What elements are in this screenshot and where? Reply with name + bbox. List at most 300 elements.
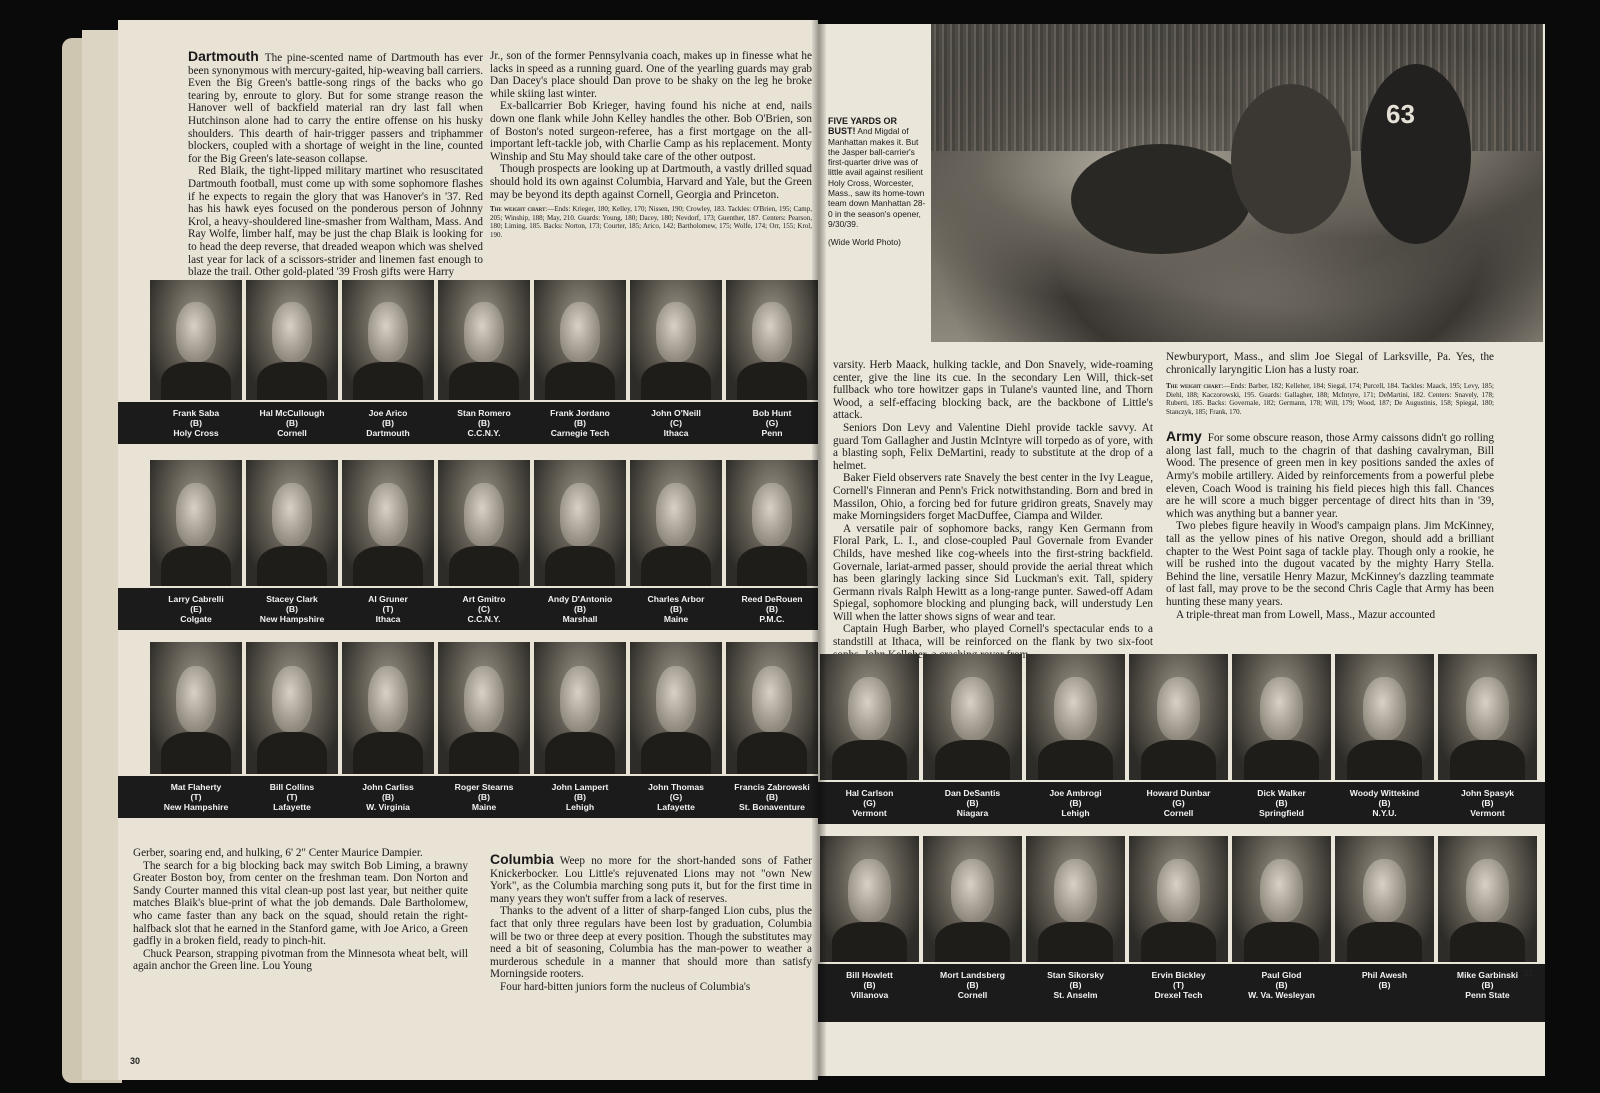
- player-name: Charles Arbor: [647, 594, 705, 604]
- player-photo: [534, 642, 626, 774]
- player-caption: [436, 782, 532, 812]
- page-number-right: 31: [1522, 968, 1533, 978]
- columbia-army-column: [1166, 351, 1494, 621]
- player-jersey: [737, 546, 807, 586]
- army-heading: Army: [1166, 428, 1202, 445]
- player-photo: [1232, 654, 1331, 780]
- player-school: Cornell: [957, 990, 988, 1000]
- player-card: [1230, 836, 1333, 1022]
- player-head: [560, 302, 600, 362]
- player-row-4: [818, 836, 1539, 1022]
- player-jersey: [161, 732, 231, 774]
- dartmouth-continued-column: [133, 847, 468, 973]
- player-caption: [532, 782, 628, 812]
- player-caption: [244, 782, 340, 812]
- player-row-3-right: [818, 654, 1539, 824]
- player-photo: [630, 642, 722, 774]
- player-card: [921, 836, 1024, 1022]
- player-name: Bob Hunt: [752, 408, 792, 418]
- dartmouth-column-1: [188, 50, 483, 279]
- player-school: Drexel Tech: [1154, 990, 1203, 1000]
- player-card: [1024, 654, 1127, 824]
- player-caption: [244, 594, 340, 624]
- player-name: Howard Dunbar: [1146, 788, 1211, 798]
- player-card: [532, 642, 628, 818]
- player-caption: [148, 408, 244, 438]
- player-caption: [628, 594, 724, 624]
- player-pos: (B): [1481, 798, 1494, 808]
- player-jersey: [545, 732, 615, 774]
- player-head: [951, 677, 995, 740]
- player-jersey: [353, 362, 423, 400]
- player-jersey: [641, 362, 711, 400]
- player-photo: [1129, 836, 1228, 962]
- player-pos: (B): [766, 604, 778, 614]
- player-name: Stacey Clark: [266, 594, 318, 604]
- player-name: Stan Romero: [457, 408, 511, 418]
- columbia-para-3: Four hard-bitten juniors form the nucleus of Columbia's: [500, 980, 751, 993]
- player-card: [1333, 654, 1436, 824]
- weight-chart-text: :—Ends: Barber, 182; Kelleher, 184; Siegal, 174; Purcell, 184. Tackles: Maack, 195; Levy, 185; Diehl, 188; Kaczorowski, 195. Guards: Gallagher, 188; McIntyre, 171; DeMartini, 182. Centers: Snavely, 178; Ruberti, 185. Backs: Governale, 182; Germann, 178; Will, 179; Wood, 187; De Augustinis, 158; Spiegal, 180; Stanczyk, 185; Frank, 170.: [1166, 382, 1495, 416]
- player-name: John O'Neill: [651, 408, 701, 418]
- player-school: Maine: [663, 614, 689, 624]
- player-photo: [1335, 654, 1434, 780]
- player-name: Bill Collins: [269, 782, 315, 792]
- player-photo: [438, 460, 530, 586]
- player-school: Maine: [471, 802, 497, 812]
- player-caption: [340, 782, 436, 812]
- player-head: [1260, 677, 1304, 740]
- player-caption: [1024, 970, 1127, 1000]
- player-pos: (C): [478, 604, 490, 614]
- player-card: [628, 460, 724, 630]
- page-stack-edge-inner: [82, 30, 122, 1080]
- player-caption: [1127, 970, 1230, 1000]
- player-jersey: [832, 740, 907, 780]
- player-pos: (B): [966, 798, 979, 808]
- player-caption: [244, 408, 340, 438]
- player-pos: (B): [1275, 980, 1288, 990]
- player-pos: (B): [1378, 798, 1391, 808]
- player-photo: [246, 642, 338, 774]
- player-head: [1157, 677, 1201, 740]
- player-name: Phil Awesh: [1361, 970, 1408, 980]
- player-name: Woody Wittekind: [1349, 788, 1420, 798]
- player-photo: [1026, 836, 1125, 962]
- player-name: Dick Walker: [1257, 788, 1306, 798]
- dartmouth-para-1: The pine-scented name of Dartmouth has ever been synonymous with mercury-gaited, hip-weaving ball carriers. Even the Big Green's battle-song rings of the backs who go tearing by, enroute to glory. But for some strange reason the Hanover well of backfield material ran dry last fall when Hutchinson alone had to carry the entire offense on his husky shoulders. This dearth of hair-trigger passers and triphammer blockers, coupled with a shortage of weight in the line, counted for the Big Green's late-season collapse.: [188, 52, 483, 165]
- player-caption: [628, 408, 724, 438]
- player-pos: (B): [190, 418, 202, 428]
- player-caption: [1436, 788, 1539, 818]
- player-card: [532, 460, 628, 630]
- player-school: Vermont: [1470, 808, 1505, 818]
- player-pos: (B): [286, 604, 298, 614]
- player-head: [1363, 677, 1407, 740]
- bottom-para-1: Gerber, soaring end, and hulking, 6' 2" Center Maurice Dampier.: [133, 847, 423, 859]
- player-head: [560, 483, 600, 546]
- player-pos: (B): [574, 792, 586, 802]
- player-jersey: [545, 546, 615, 586]
- player-jersey: [641, 732, 711, 774]
- player-name: Dan DeSantis: [944, 788, 1001, 798]
- player-school: Dartmouth: [366, 428, 410, 438]
- player-school: Vermont: [852, 808, 887, 818]
- col2-para-1: Newburyport, Mass., and slim Joe Siegal of Larksville, Pa. Yes, the chronically laryngitic Lion has a lusty roar.: [1166, 351, 1494, 376]
- col1-para-2: Seniors Don Levy and Valentine Diehl provide tackle savvy. At guard Tom Gallagher and Justin McIntyre will torpedo as of yore, with a blasting soph, Felix DeMartini, ready to substitute at the drop of a helmet.: [833, 421, 1153, 472]
- player-head: [1054, 859, 1098, 922]
- player-pos: (C): [670, 418, 682, 428]
- army-para-1: For some obscure reason, those Army caissons didn't go rolling along last fall, much to the chagrin of that dashing cavalryman, Bill Wood. The presence of green men in key positions sanded the axles of Army's mobile artillery. Aided by reinforcements from a powerful plebe eleven, Coach Wood is training his field pieces high this fall. Chances are he will score a much bigger percentage of direct hits than in '39, which was anything but a banner year.: [1166, 432, 1494, 520]
- player-caption: [724, 782, 818, 812]
- player-pos: (B): [766, 792, 778, 802]
- player-head: [848, 859, 892, 922]
- col1-para-1: varsity. Herb Maack, hulking tackle, and Don Snavely, wide-roaming center, give the line its cue. In the secondary Len Will, thick-set fullback who tore howitzer gaps in Tulane's vaunted line, and Thorn Wood, a self-effacing blocking back, are the backbone of Little's attack.: [833, 359, 1153, 422]
- photo-credit: (Wide World Photo): [828, 237, 901, 248]
- player-school: Marshall: [562, 614, 598, 624]
- player-school: Villanova: [850, 990, 889, 1000]
- player-name: John Spasyk: [1460, 788, 1514, 798]
- bottom-para-2: The search for a big blocking back may switch Bob Liming, a brawny Greater Boston boy, from center on the freshman team. Don Norton and Sandy Courter manned this vital clean-up post last year, but neither quite matches Blaik's blue-print of what the job demands. Dale Bartholomew, who came faster than any back on the squad, should retain the right-halfback slot that he earned in the Stanford game, with Joe Arico, a Green gadfly in a broken field, ready to pinch-hit.: [133, 859, 468, 948]
- defender: [1361, 64, 1471, 244]
- player-head: [848, 677, 892, 740]
- player-caption: [340, 594, 436, 624]
- columbia-column: [490, 853, 812, 994]
- player-row-2: [148, 460, 818, 630]
- player-pos: (G): [765, 418, 779, 428]
- player-jersey: [449, 732, 519, 774]
- player-head: [752, 666, 792, 732]
- player-jersey: [353, 732, 423, 774]
- player-caption: [1333, 788, 1436, 818]
- player-photo: [1129, 654, 1228, 780]
- player-photo: [246, 460, 338, 586]
- player-caption: [436, 408, 532, 438]
- player-photo: [1232, 836, 1331, 962]
- player-school: Colgate: [180, 614, 212, 624]
- player-card: [244, 280, 340, 444]
- player-jersey: [257, 732, 327, 774]
- player-card: [340, 280, 436, 444]
- player-photo: [630, 280, 722, 400]
- player-pos: (G): [863, 798, 876, 808]
- player-school: N.Y.U.: [1372, 808, 1397, 818]
- col1-para-4: A versatile pair of sophomore backs, rangy Ken Germann from Floral Park, L. I., and close-coupled Paul Governale from Evander Childs, have meshed like cog-wheels into the first-string backfield. Governale, lariat-armed passer, should provide the aerial threat which has been glaringly lacking since Sid Luckman's exit. Tall, spidery Germann rivals Ralph Hewitt as a long-range punter. Sawed-off Adam Spiegal, sophomore blocking and plunging back, will understudy Len Will when the latter shows signs of wear and tear.: [833, 522, 1153, 623]
- player-jersey: [1038, 740, 1113, 780]
- player-card: [1127, 836, 1230, 1022]
- columbia-heading: Columbia: [490, 851, 554, 867]
- player-jersey: [737, 362, 807, 400]
- player-school: Lehigh: [565, 802, 595, 812]
- player-school: Penn: [761, 428, 783, 438]
- player-jersey: [1450, 740, 1525, 780]
- player-name: Mort Landsberg: [940, 970, 1005, 980]
- dartmouth-para-4: Ex-ballcarrier Bob Krieger, having found his niche at end, nails down one flank while John Kelley handles the other. Bob O'Brien, son of Boston's noted surgeon-referee, has a first mortgage on the all-important left-tackle job, with Charlie Camp as his replacement. Monty Winship and Stu May should take care of the other outpost.: [490, 100, 812, 163]
- columbia-column-continued: [833, 359, 1153, 661]
- player-head: [272, 483, 312, 546]
- player-jersey: [257, 546, 327, 586]
- player-row-1: [148, 280, 818, 444]
- page-number-left: 30: [130, 1056, 141, 1066]
- player-card: [628, 280, 724, 444]
- player-jersey: [1038, 922, 1113, 962]
- left-page: [118, 20, 818, 1080]
- player-school: Lafayette: [657, 802, 695, 812]
- player-photo: [726, 460, 818, 586]
- player-jersey: [935, 740, 1010, 780]
- player-head: [1466, 859, 1510, 922]
- player-head: [656, 302, 696, 362]
- player-caption: [818, 788, 921, 818]
- player-card: [1024, 836, 1127, 1022]
- dartmouth-para-2: Red Blaik, the tight-lipped military martinet who resuscitated Dartmouth football, must come up with some sophomore flashes if he expects to regain the glory that was Hanover's in '37. Red has his hawk eyes focused on the ponderous person of Johnny Krol, a heavy-shouldered line-smasher from Waltham, Mass. And Ray Wolfe, limber half, may be just the chap Blaik is looking for to head the deep reverse, that dreaded weapon which was shelved last year for lack of a scissors-strider and linemen fast enough to blaze the trail. Other gold-plated '39 Frosh gifts were Harry: [188, 165, 483, 279]
- player-row-3: [148, 642, 818, 818]
- player-photo: [1026, 654, 1125, 780]
- player-card: [628, 642, 724, 818]
- player-pos: (T): [382, 604, 394, 614]
- player-jersey: [161, 362, 231, 400]
- action-photo-caption: [828, 116, 926, 248]
- player-card: [148, 280, 244, 444]
- player-card: [244, 460, 340, 630]
- player-pos: (B): [574, 604, 586, 614]
- player-photo: [150, 280, 242, 400]
- player-name: Frank Saba: [172, 408, 220, 418]
- player-pos: (G): [1172, 798, 1185, 808]
- player-name: Ervin Bickley: [1151, 970, 1206, 980]
- player-school: Carnegie Tech: [550, 428, 610, 438]
- player-card: [1436, 836, 1539, 1022]
- player-photo: [1438, 836, 1537, 962]
- player-pos: (T): [286, 792, 298, 802]
- player-card: [1230, 654, 1333, 824]
- player-school: Holy Cross: [173, 428, 219, 438]
- dartmouth-para-5: Though prospects are looking up at Dartmouth, a vastly drilled squad should hold its own against Columbia, Harvard and Yale, but the Green may be beyond its depth against Cornell, Georgia and Princeton.: [490, 163, 812, 201]
- player-card: [818, 836, 921, 1022]
- player-name: Larry Cabrelli: [168, 594, 224, 604]
- player-head: [464, 483, 504, 546]
- player-head: [1260, 859, 1304, 922]
- player-caption: [148, 594, 244, 624]
- player-pos: (B): [1275, 798, 1288, 808]
- player-caption: [1230, 970, 1333, 1000]
- player-school: Cornell: [277, 428, 307, 438]
- player-photo: [726, 642, 818, 774]
- player-school: Ithaca: [663, 428, 689, 438]
- player-head: [272, 302, 312, 362]
- player-name: Joe Arico: [368, 408, 408, 418]
- player-pos: (T): [1173, 980, 1184, 990]
- player-jersey: [353, 546, 423, 586]
- player-jersey: [1347, 922, 1422, 962]
- football-action-photo: [931, 24, 1543, 342]
- bottom-para-3: Chuck Pearson, strapping pivotman from the Minnesota wheat belt, will again anchor the Green line. Lou Young: [133, 947, 468, 973]
- player-card: [436, 642, 532, 818]
- player-name: Al Gruner: [368, 594, 408, 604]
- ball-carrier: [1231, 84, 1351, 234]
- dartmouth-weight-chart: [490, 205, 812, 239]
- player-pos: (B): [382, 418, 394, 428]
- player-photo: [630, 460, 722, 586]
- player-jersey: [1141, 922, 1216, 962]
- player-photo: [923, 654, 1022, 780]
- player-name: Roger Stearns: [454, 782, 514, 792]
- player-caption: [724, 594, 818, 624]
- caption-lead: FIVE YARDS OR BUST!: [828, 116, 898, 137]
- player-caption: [532, 594, 628, 624]
- player-head: [752, 302, 792, 362]
- player-head: [656, 483, 696, 546]
- player-pos: (B): [1069, 798, 1082, 808]
- player-pos: (B): [574, 418, 586, 428]
- dartmouth-column-2: [490, 50, 812, 239]
- player-caption: [148, 782, 244, 812]
- player-card: [436, 460, 532, 630]
- weight-chart-label: The weight chart: [1166, 382, 1222, 391]
- weight-chart-text: :—Ends: Krieger, 180; Kelley, 170; Nissen, 190; Crowley, 183. Tackles: O'Brien, 195; Camp, 205; Winship, 188; May, 210. Guards: Young, 180; Dacey, 180; Nevdorf, 173; Guenther, 187. Centers: Pearson, 180; Liming, 185. Backs: Norton, 173; Courter, 185; Arico, 142; Bartholomew, 175; Wolfe, 174; Orr, 155; Krol, 190.: [490, 205, 812, 239]
- player-card: [724, 280, 818, 444]
- player-photo: [342, 642, 434, 774]
- player-school: P.M.C.: [759, 614, 785, 624]
- player-school: Springfield: [1259, 808, 1304, 818]
- player-card: [724, 460, 818, 630]
- player-card: [921, 654, 1024, 824]
- player-head: [1363, 859, 1407, 922]
- player-head: [464, 666, 504, 732]
- army-para-3: A triple-threat man from Lowell, Mass., Mazur accounted: [1176, 608, 1436, 621]
- player-head: [560, 666, 600, 732]
- player-school: C.C.N.Y.: [467, 614, 501, 624]
- player-caption: [1230, 788, 1333, 818]
- player-caption: [340, 408, 436, 438]
- player-jersey: [832, 922, 907, 962]
- player-school: Lafayette: [273, 802, 311, 812]
- player-photo: [150, 460, 242, 586]
- player-pos: (B): [670, 604, 682, 614]
- player-name: Mat Flaherty: [170, 782, 222, 792]
- player-pos: (B): [478, 418, 490, 428]
- player-photo: [342, 280, 434, 400]
- player-name: Stan Sikorsky: [1047, 970, 1104, 980]
- player-jersey: [737, 732, 807, 774]
- player-name: John Thomas: [648, 782, 704, 792]
- player-card: [340, 642, 436, 818]
- player-name: Paul Glod: [1261, 970, 1302, 980]
- player-pos: (B): [1378, 980, 1391, 990]
- dartmouth-para-3: Jr., son of the former Pennsylvania coach, makes up in finesse what he lacks in speed as a running guard. One of the yearling guards may grab Dan Dacey's place should Dan prove to be shaky on the leg he broke while skiing last winter.: [490, 50, 812, 100]
- player-name: Reed DeRouen: [741, 594, 803, 604]
- player-photo: [820, 836, 919, 962]
- player-pile: [1071, 144, 1251, 254]
- player-jersey: [935, 922, 1010, 962]
- player-jersey: [1244, 740, 1319, 780]
- player-name: Mike Garbinski: [1456, 970, 1519, 980]
- player-school: Niagara: [956, 808, 989, 818]
- caption-text: And Migdal of Manhattan makes it. But the Jasper ball-carrier's first-quarter drive was of little avail against resilient Holy Cross, Worcester, Mass., saw its home-town team down Manhattan 28-0 in the season's opener, 9/30/39.: [828, 126, 926, 229]
- player-caption: [1333, 970, 1436, 990]
- player-card: [148, 642, 244, 818]
- player-jersey: [449, 546, 519, 586]
- columbia-para-2: Thanks to the advent of a litter of sharp-fanged Lion cubs, plus the fact that only three regulars have been lost by graduation, Columbia will be two or three deep at every position. Though the substitutes may need a bit of seasoning, Columbia has the man-power to weather a murderous schedule in a manner that should more than satisfy Morningside rooters.: [490, 905, 812, 981]
- player-jersey: [449, 362, 519, 400]
- player-card: [532, 280, 628, 444]
- player-jersey: [641, 546, 711, 586]
- player-head: [176, 483, 216, 546]
- player-caption: [1024, 788, 1127, 818]
- player-jersey: [1347, 740, 1422, 780]
- player-pos: (B): [478, 792, 490, 802]
- player-head: [752, 483, 792, 546]
- player-name: Joe Ambrogi: [1049, 788, 1102, 798]
- player-card: [244, 642, 340, 818]
- army-para-2: Two plebes figure heavily in Wood's campaign plans. Jim McKinney, tall as the yellow pines of his native Oregon, should add a brilliant chapter to the West Point saga of tackle play. Though only a rookie, he will be rushed into the dugout vacated by the mighty Harry Stella. Behind the line, versatile Henry Mazur, McKinney's dazzling teammate of last fall, may prove to be the second Chris Cagle that Army has been hunting these many years.: [1166, 520, 1494, 608]
- player-pos: (B): [286, 418, 298, 428]
- player-jersey: [1244, 922, 1319, 962]
- player-photo: [1438, 654, 1537, 780]
- player-school: St. Anselm: [1053, 990, 1098, 1000]
- player-photo: [820, 654, 919, 780]
- player-caption: [818, 970, 921, 1000]
- player-photo: [438, 280, 530, 400]
- player-school: New Hampshire: [259, 614, 325, 624]
- player-school: Ithaca: [375, 614, 401, 624]
- player-pos: (B): [382, 792, 394, 802]
- player-photo: [342, 460, 434, 586]
- player-head: [368, 302, 408, 362]
- player-school: W. Virginia: [366, 802, 410, 812]
- player-jersey: [1141, 740, 1216, 780]
- player-card: [436, 280, 532, 444]
- player-school: C.C.N.Y.: [467, 428, 501, 438]
- player-name: Francis Zabrowski: [734, 782, 810, 792]
- player-photo: [438, 642, 530, 774]
- player-school: Cornell: [1163, 808, 1194, 818]
- player-photo: [534, 280, 626, 400]
- player-caption: [1127, 788, 1230, 818]
- player-card: [1436, 654, 1539, 824]
- player-head: [1054, 677, 1098, 740]
- player-name: Art Gmitro: [462, 594, 506, 604]
- player-card: [1127, 654, 1230, 824]
- player-pos: (T): [190, 792, 202, 802]
- player-photo: [150, 642, 242, 774]
- player-photo: [534, 460, 626, 586]
- player-photo: [726, 280, 818, 400]
- player-caption: [628, 782, 724, 812]
- player-jersey: [257, 362, 327, 400]
- player-pos: (G): [669, 792, 683, 802]
- player-head: [1466, 677, 1510, 740]
- player-card: [1333, 836, 1436, 1022]
- player-name: John Lampert: [551, 782, 609, 792]
- col1-para-3: Baker Field observers rate Snavely the best center in the Ivy League, Cornell's Finneran and Penn's Frick notwithstanding. Born and bred in Massilon, Ohio, a forcing bed for future gridiron greats, Snavely may make Morningsiders forget MacDuffee, Ciampa and Wilder.: [833, 472, 1153, 523]
- player-name: Hal McCullough: [259, 408, 325, 418]
- player-name: Andy D'Antonio: [547, 594, 613, 604]
- player-pos: (E): [190, 604, 202, 614]
- columbia-weight-chart: [1166, 382, 1494, 416]
- player-photo: [923, 836, 1022, 962]
- right-page: [818, 24, 1545, 1076]
- player-school: St. Bonaventure: [739, 802, 805, 812]
- player-pos: (B): [863, 980, 876, 990]
- book-gutter: [812, 20, 826, 1080]
- player-photo: [246, 280, 338, 400]
- player-head: [368, 666, 408, 732]
- jersey-number: 63: [1386, 99, 1415, 129]
- player-card: [340, 460, 436, 630]
- col1-para-5: Captain Hugh Barber, who played Cornell's spectacular ends to a standstill at Ithaca, will be reinforced on the flank by two six-foot: [833, 623, 1153, 649]
- player-school: W. Va. Wesleyan: [1248, 990, 1315, 1000]
